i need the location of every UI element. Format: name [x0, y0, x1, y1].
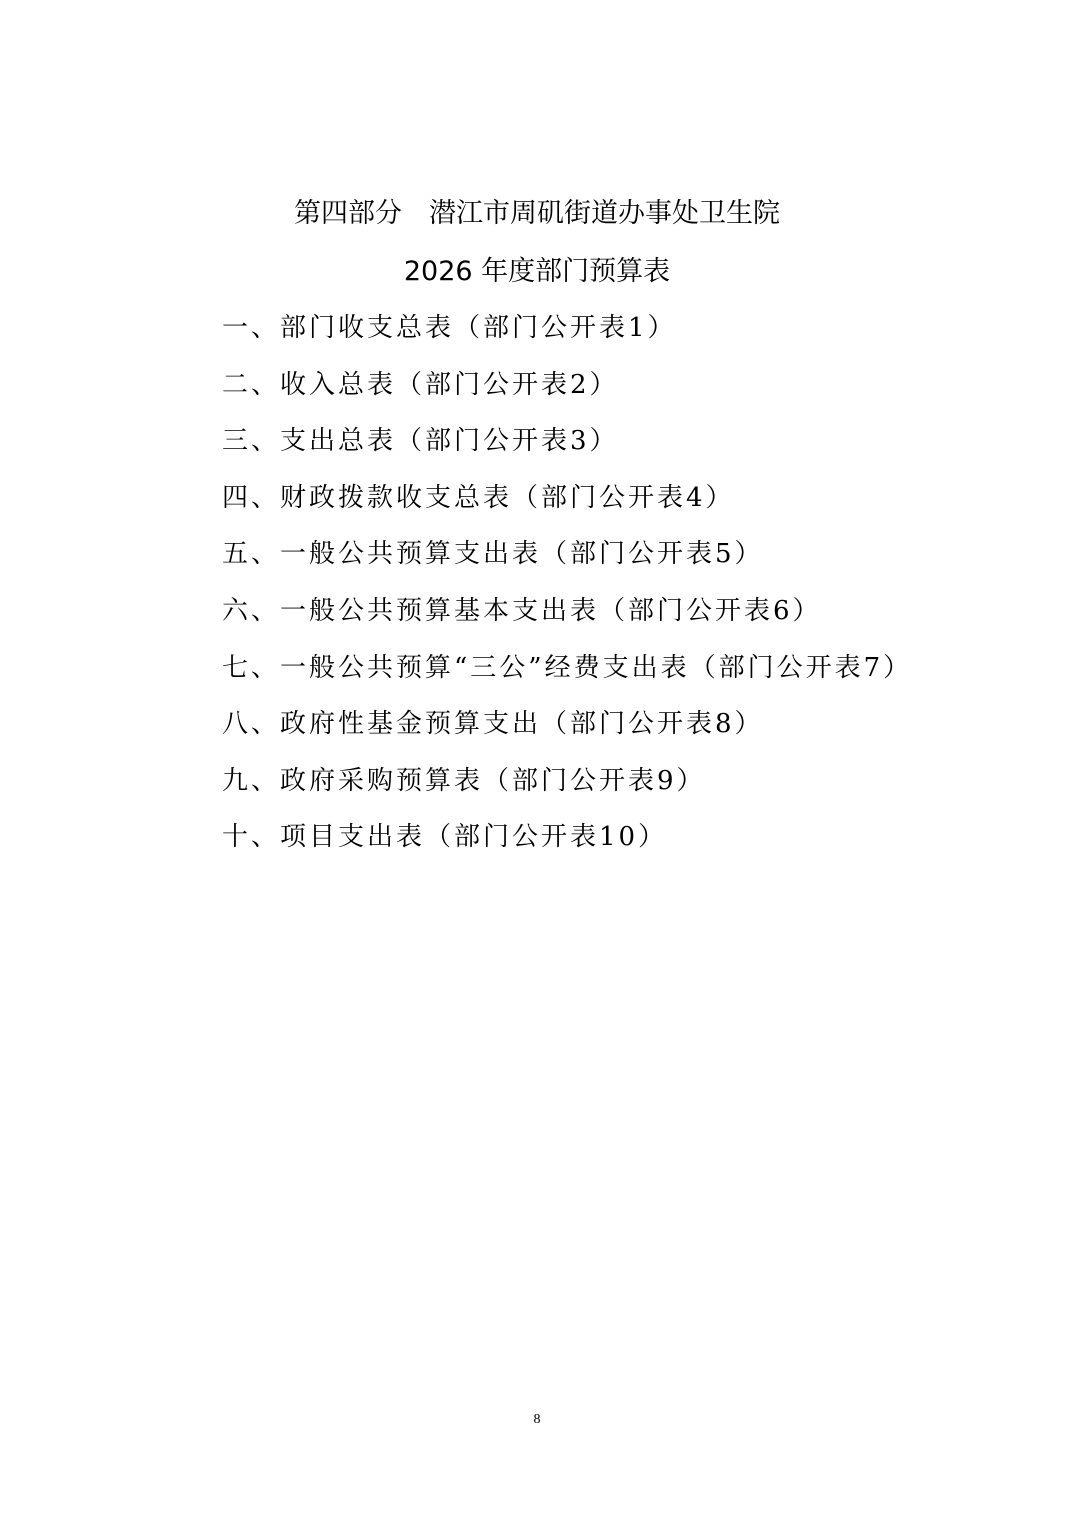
document-title-line-2: 2026 年度部门预算表: [403, 256, 671, 287]
list-item: 五、一般公共预算支出表（部门公开表5）: [222, 539, 764, 570]
list-item: 九、政府采购预算表（部门公开表9）: [222, 765, 706, 796]
list-item: 八、政府性基金预算支出（部门公开表8）: [222, 709, 764, 740]
table-list: [222, 310, 982, 876]
list-item: 十、项目支出表（部门公开表10）: [222, 822, 668, 853]
list-item: 六、一般公共预算基本支出表（部门公开表6）: [222, 595, 822, 626]
list-item: 四、财政拨款收支总表（部门公开表4）: [222, 482, 735, 513]
list-item: 三、支出总表（部门公开表3）: [222, 426, 619, 457]
list-item: 七、一般公共预算“三公”经费支出表（部门公开表7）: [222, 652, 913, 683]
list-item: 二、收入总表（部门公开表2）: [222, 369, 619, 400]
document-title-line-1: 第四部分 潜江市周矶街道办事处卫生院: [294, 198, 780, 229]
list-item: 一、部门收支总表（部门公开表1）: [222, 313, 677, 343]
page-number: 8: [533, 1412, 541, 1427]
